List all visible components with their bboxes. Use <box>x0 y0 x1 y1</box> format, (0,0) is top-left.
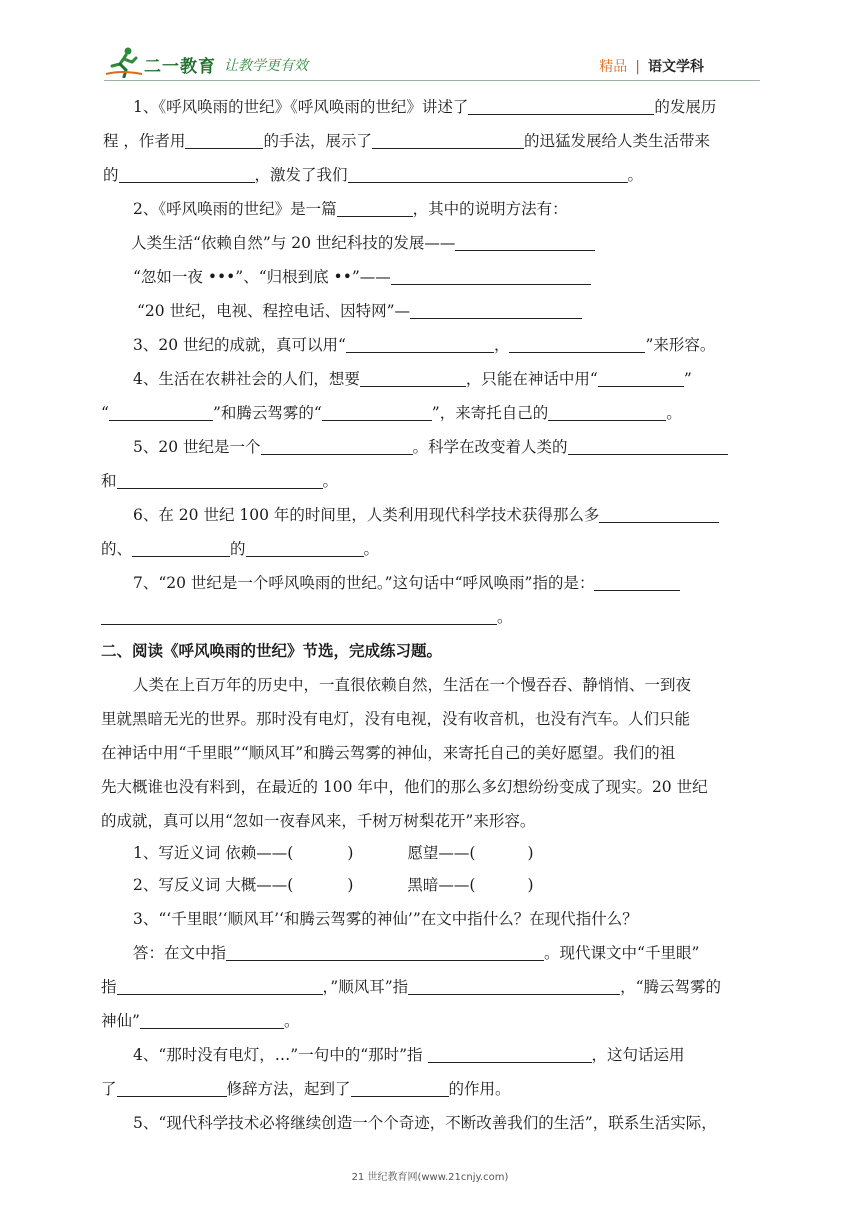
answer-blank[interactable] <box>410 302 582 319</box>
q5-line1 <box>133 437 728 457</box>
e1-text-a: 1、写近义词 依赖——( <box>133 844 294 862</box>
answer-blank[interactable] <box>119 166 255 183</box>
answer-blank[interactable] <box>351 1080 449 1097</box>
answer-blank[interactable] <box>185 132 263 149</box>
q2-line4 <box>137 301 582 321</box>
brand-logo <box>104 46 222 78</box>
q6-text-b: 的、 <box>101 540 133 558</box>
q5-text-b: 。科学在改变着人类的 <box>412 438 568 456</box>
exercise3-line3 <box>101 1011 299 1031</box>
passage-line-5: 的成就，真可以用“忽如一夜春风来，千树万树梨花开”来形容。 <box>101 812 536 830</box>
answer-blank[interactable] <box>598 370 684 387</box>
q1-line2 <box>103 131 710 151</box>
q4-text-c: ” <box>683 370 692 388</box>
e4-text-a: 4、“那时没有电灯，…”一句中的“那时”指 <box>133 1046 428 1064</box>
e3-text-f: 神仙” <box>101 1012 140 1030</box>
e4-text-e: 的作用。 <box>448 1080 511 1098</box>
q1-text-e: 的迅猛发展给人类生活带来 <box>523 132 710 150</box>
answer-blank[interactable] <box>246 540 364 557</box>
e1-text-c: 愿望——( <box>407 844 476 862</box>
q2-text-a: 2、《呼风唤雨的世纪》是一篇 <box>133 200 337 218</box>
answer-blank[interactable] <box>140 1012 284 1029</box>
q4-text-g: 。 <box>666 404 682 422</box>
answer-blank[interactable] <box>101 608 497 625</box>
e4-text-d: 修辞方法，起到了 <box>226 1080 351 1098</box>
header-subject <box>599 56 704 76</box>
answer-blank[interactable] <box>132 540 230 557</box>
q4-line1 <box>133 369 692 389</box>
e2-text-a: 2、写反义词 大概——( <box>133 876 294 894</box>
q2-text-b: ，其中的说明方法有： <box>412 200 568 218</box>
q1-text-a: 1、《呼风唤雨的世纪》《呼风唤雨的世纪》讲述了 <box>133 98 469 116</box>
page-footer: 21 世纪教育网(www.21cnjy.com) <box>351 1172 509 1183</box>
q6-text-a: 6、在 20 世纪 100 年的时间里，人类利用现代科学技术获得那么多 <box>133 506 600 524</box>
answer-blank[interactable] <box>261 438 413 455</box>
e2-text-c: 黑暗——( <box>407 876 476 894</box>
q4-text-f: ”，来寄托自己的 <box>431 404 549 422</box>
answer-blank[interactable] <box>117 978 323 995</box>
passage-line-1: 人类在上百万年的历史中，一直很依赖自然，生活在一个慢吞吞、静悄悄、一到夜 <box>133 676 692 694</box>
q2-line2 <box>131 233 595 253</box>
e4-text-b: ，这句话运用 <box>591 1046 685 1064</box>
answer-blank[interactable] <box>548 404 666 421</box>
passage-line-4: 先大概谁也没有料到，在最近的 100 年中，他们的那么多幻想纷纷变成了现实。20 世纪 <box>101 778 708 796</box>
q2-line3 <box>133 267 591 287</box>
exercise2 <box>133 875 534 895</box>
q7-line1 <box>133 573 680 593</box>
exercise4-line2 <box>101 1079 511 1099</box>
slogan: 让教学更有效 <box>224 58 308 74</box>
logo-text: 二一教育 <box>144 57 216 77</box>
q6-line1 <box>133 505 719 525</box>
answer-blank[interactable] <box>360 370 466 387</box>
answer-blank[interactable] <box>322 404 432 421</box>
q3-text-a: 3、20 世纪的成就，真可以用“ <box>133 336 346 354</box>
answer-blank[interactable] <box>109 404 213 421</box>
q2-text-e: “20 世纪，电视、程控电话、因特网”— <box>137 302 410 320</box>
e2-text-b: ) <box>347 876 354 894</box>
q7-text-b: 。 <box>497 608 513 626</box>
q5-text-d: 。 <box>322 472 339 490</box>
e1-text-b: ) <box>347 844 354 862</box>
answer-blank[interactable] <box>599 506 719 523</box>
answer-blank[interactable] <box>346 336 494 353</box>
q2-line1 <box>133 199 568 219</box>
q5-line2 <box>101 471 338 491</box>
q1-line3 <box>103 165 643 185</box>
e3-text-b: 。现代课文中“千里眼” <box>544 944 700 962</box>
q2-text-d: “忽如一夜 •••”、“归根到底 ••”—— <box>133 268 391 286</box>
e2-text-d: ) <box>527 876 534 894</box>
answer-blank[interactable] <box>348 166 628 183</box>
passage-line-3: 在神话中用“千里眼”“顺风耳”和腾云驾雾的神仙，来寄托自己的美好愿望。我们的祖 <box>101 744 676 762</box>
e3-text-c: 指 <box>101 978 117 996</box>
q4-text-e: ”和腾云驾雾的“ <box>212 404 322 422</box>
exercise3-line1 <box>133 943 699 963</box>
answer-blank[interactable] <box>509 336 645 353</box>
answer-blank[interactable] <box>117 1080 227 1097</box>
quality-label: 精品 <box>599 59 628 75</box>
q1-text-d: 的手法，展示了 <box>263 132 372 150</box>
passage-line-2: 里就黑暗无光的世界。那时没有电灯，没有电视，没有收音机，也没有汽车。人们只能 <box>101 710 691 728</box>
subject-label: 语文学科 <box>648 59 704 75</box>
q4-text-d: “ <box>101 404 109 422</box>
answer-blank[interactable] <box>337 200 413 217</box>
exercise5-line1: 5、“现代科学技术必将继续创造一个个奇迹，不断改善我们的生活”，联系生活实际， <box>133 1114 717 1132</box>
q1-text-b: 的发展历 <box>654 98 717 116</box>
e4-text-c: 了 <box>101 1080 117 1098</box>
e3-text-d: ，”顺风耳”指 <box>322 978 409 996</box>
q1-text-g: ，激发了我们 <box>254 166 348 184</box>
header-divider: | <box>635 59 640 75</box>
e3-text-g: 。 <box>283 1012 300 1030</box>
answer-blank[interactable] <box>428 1046 592 1063</box>
runner-logo-icon <box>104 46 144 78</box>
q4-line2 <box>101 403 682 423</box>
section2-title: 二、阅读《呼风唤雨的世纪》节选，完成练习题。 <box>101 641 443 660</box>
q1-text-f: 的 <box>103 166 119 184</box>
answer-blank[interactable] <box>594 574 680 591</box>
answer-blank[interactable] <box>408 978 620 995</box>
e3-text-e: ，“腾云驾雾的 <box>620 978 722 996</box>
answer-blank[interactable] <box>568 438 728 455</box>
q3-text-c: ”来形容。 <box>645 336 716 354</box>
exercise4-line1 <box>133 1045 685 1065</box>
q5-text-c: 和 <box>101 472 117 490</box>
q7-text-a: 7、“20 世纪是一个呼风唤雨的世纪。”这句话中“呼风唤雨”指的是： <box>133 574 595 592</box>
q3-line <box>133 335 715 355</box>
q1-line1 <box>133 97 716 117</box>
e3-text-a: 答：在文中指 <box>133 944 227 962</box>
q1-text-h: 。 <box>627 166 644 184</box>
answer-blank[interactable] <box>468 98 654 115</box>
q1-text-c: 程 ，作者用 <box>103 132 186 150</box>
answer-blank[interactable] <box>372 132 524 149</box>
exercise1 <box>133 843 534 863</box>
e1-text-d: ) <box>527 844 534 862</box>
answer-blank[interactable] <box>117 472 323 489</box>
exercise3-line2 <box>101 977 721 997</box>
q7-line2 <box>101 607 513 627</box>
header-rule <box>104 80 760 81</box>
q4-text-b: ，只能在神话中用“ <box>465 370 598 388</box>
q6-text-c: 的 <box>230 540 246 558</box>
exercise3-question: 3、“‘千里眼’‘顺风耳’‘和腾云驾雾的神仙’”在文中指什么？在现代指什么？ <box>133 910 638 928</box>
q6-text-d: 。 <box>363 540 380 558</box>
q2-text-c: 人类生活“依赖自然”与 20 世纪科技的发展—— <box>131 234 456 252</box>
q5-text-a: 5、20 世纪是一个 <box>133 438 261 456</box>
q6-line2 <box>101 539 379 559</box>
answer-blank[interactable] <box>391 268 591 285</box>
q4-text-a: 4、生活在农耕社会的人们，想要 <box>133 370 360 388</box>
answer-blank[interactable] <box>455 234 595 251</box>
answer-blank[interactable] <box>226 944 544 961</box>
page-header <box>0 0 860 90</box>
q3-text-b: ， <box>493 336 510 354</box>
